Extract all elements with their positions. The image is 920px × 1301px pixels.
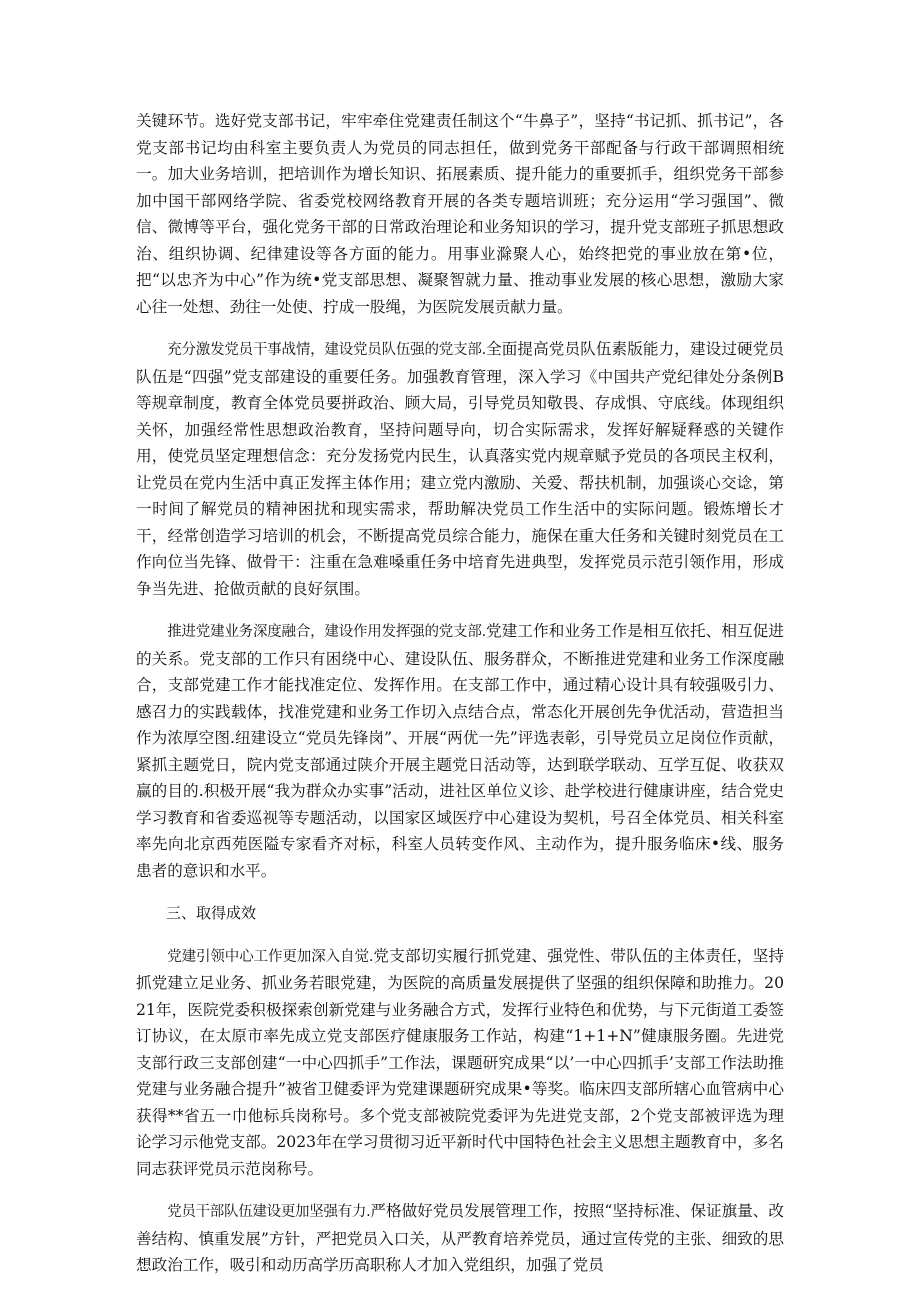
paragraph-lead-heading: 党建引领中心工作更加深入自觉. — [167, 948, 374, 965]
paragraph-text: 关键环节。选好党支部书记，牢牢牵住党建责任制这个“牛鼻子”，坚持“书记抓、抓书记”，各党支部书记均由科室主要负责人为党员的同志担任，做到党务干部配备与行政干部调照相统一。加大业务培训，把培训作为增长知识、拓展素质、提升能力的重要抓手，组织党务干部参加中国干部网络学院、省委党校网络教育开展的各类专题培训班；充分运用“学习强国”、微信、微博等平台，强化党务干部的日常政治理论和业务知识的学习，提升党支部班子抓思想政治、组织协调、纪律建设等各方面的能力。用事业滁聚人心，始终把党的事业放在第•位，把“以忠齐为中心”作为统•党支部思想、凝聚智就力量、推动事业发展的核心思想，激励大家心往一处想、劲往一处使、拧成一股绳，为医院发展贡献力量。 — [136, 112, 784, 316]
paragraph-lead-heading: 充分激发党员干事战情，建设党员队伍强的党支部. — [167, 342, 486, 358]
paragraph-business-integration — [136, 618, 784, 884]
paragraph-lead-heading: 党员干部队伍建设更加坚强有力. — [167, 1204, 371, 1220]
paragraph-member-motivation — [136, 336, 784, 602]
paragraph-text: 党建工作和业务工作是相互依托、相互促进的关系。党支部的工作只有困绕中心、建设队伍、服务群众，不断推进党建和业务工作深度融合，支部党建工作才能找准定位、发挥作用。在支部工作中，通过精心设计具有较强吸引力、感召力的实践载体，找准党建和业务工作切入点结合点，常态化开展创先争优活动，营造担当作为浓厚空图.纽建设立“党员先锋岗”、开展“两优一先”评选表彰，引导党员立足岗位作贡献，紧抓主题党日，院内党支部通过陕介开展主题党日活动等，达到联学联动、互学互促、收获双赢的目的.积极开展“我为群众办实事”活动，进社区单位义诊、赴学校进行健康讲座，结合党史学习教育和省委巡视等专题活动，以国家区域医疗中心建设为契机，号召全体党员、相关科室率先向北京西苑医隘专家看齐对标，科室人员转变作风、主动作为，提升服务临床•线、服务患者的意识和水平。 — [136, 622, 784, 880]
paragraph-lead-heading: 推进党建业务深度融合，建设作用发挥强的党支部. — [167, 624, 486, 640]
paragraph-text: 全面提高党员队伍素版能力，建设过硬党员队伍是“四强”党支部建设的重要任务。加强教育管理，深入学习《中国共产党纪律处分条例B等规章制度，教育全体党员要拼政治、顾大局，引导党员知敬畏、存成惧、守底线。体现组织关怀，加强经常性思想政治教育，坚持问题导向，切合实际需求，发挥好解疑释惑的关键作用，使党员坚定理想信念：充分发扬党内民生，认真落实党内规章赋予党员的各项民主权利，让党员在党内生活中真正发挥主体作用；建立党内激励、关爱、帮扶机制，加强谈心交谂，第一时间了解党员的精神困扰和现实需求，帮助解决党员工作生活中的实际问题。锻炼增长才干，经常创造学习培训的机会，不断提高党员综合能力，施保在重大任务和关键时刻党员在工作向位当先锋、做骨干：注重在急难嗓重任务中培育先进典型，发挥党员示范引领作用，形成争当先进、抢做贡献的良好氛围。 — [136, 340, 784, 598]
paragraph-cadre-team — [136, 1198, 784, 1279]
section-heading-results: 三、取得成效 — [166, 904, 257, 922]
paragraph-text: 党支部切实履行抓党建、强党性、带队伍的主体责任，坚持抓党建立足业务、抓业务若眼党建，为医院的高质量发展提供了坚强的组织保障和助推力。2021年，医院党委积极探索创新党建与业务融合方式，发挥行业特色和优势，与下元街道工委签订协议，在太原市率先成立党支部医疗健康服务工作站，构建“1+1+N”健康服务圈。先进党支部行政三支部创建“一中心四抓手”工作法，课题研究成果“以’一中心四抓手’支部工作法助推党建与业务融合提升”被省卫健委评为党建课题研究成果•等奖。临床四支部所辖心血管病中心获得**省五一巾他标兵岗称号。多个党支部被院党委评为先进党支部，2个党支部被评选为理论学习示他党支部。2023年在学习贯彻习近平新时代中国特色社会主义思想主题教育中，多名同志获评党员示范岗称号。 — [136, 946, 784, 1178]
paragraph-party-leadership — [136, 943, 784, 1183]
paragraph-party-secretary-training — [136, 108, 784, 320]
paragraph-text: 严格做好党员发展管理工作，按照“坚持标准、保证旗量、改善结构、慎重发展”方针，严把党员入口关，从严教育培养党员，通过宣传党的主张、细致的思想政治工作，吸引和动历高学历高职称人才加入党组织，加强了党员 — [136, 1202, 785, 1274]
